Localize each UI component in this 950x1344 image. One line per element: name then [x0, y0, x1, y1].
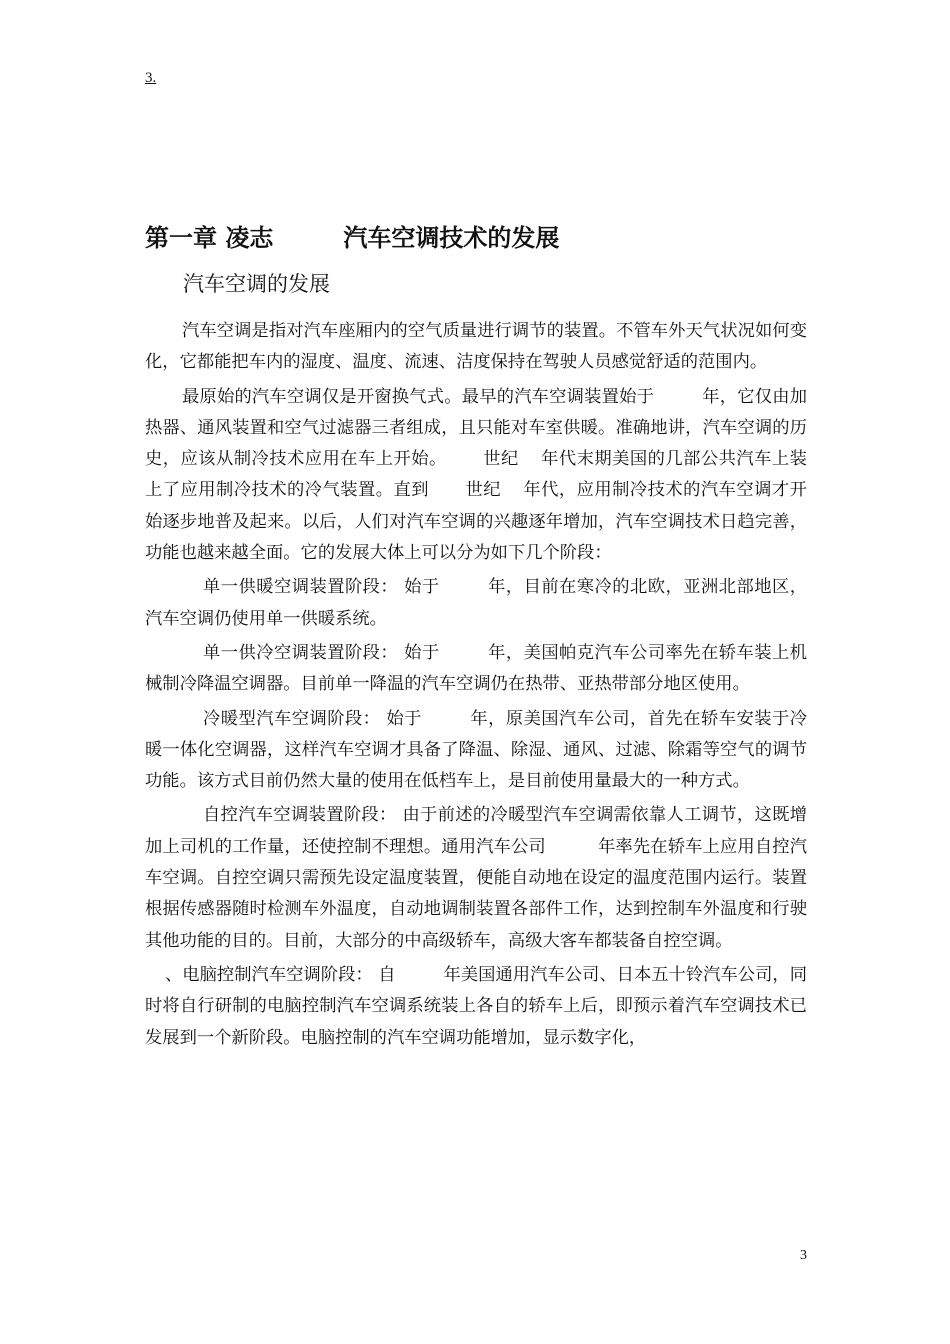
paragraph-stage-auto: 自控汽车空调装置阶段： 由于前述的冷暖型汽车空调需依靠人工调节，这既增加上司机的工作量，还使控制不理想。通用汽车公司 年率先在轿车上应用自控汽车空调。自控空调只需预先设定温度装置，便能自动地在设定的温度范围内运行。装置根据传感器随时检测车外温度，自动地调制装置各部件工作，达到控制车外温度和行驶其他功能的目的。目前，大部分的中高级轿车，高级大客车都装备自控空调。: [145, 805, 807, 951]
chapter-title: 汽车空调技术的发展: [343, 224, 560, 252]
paragraph-definition: 汽车空调是指对汽车座厢内的空气质量进行调节的装置。不管车外天气状况如何变化，它都能把车内的湿度、温度、流速、洁度保持在驾驶人员感觉舒适的范围内。: [145, 321, 807, 373]
chapter-label: 第一章 凌志: [145, 224, 274, 252]
paragraph-history: 最原始的汽车空调仅是开窗换气式。最早的汽车空调装置始于 年，它仅由加热器、通风装置和空气过滤器三者组成，且只能对车室供暖。准确地讲，汽车空调的历史，应该从制冷技术应用在车上开始。 世纪 年代末期美国的几部公共汽车上装上了应用制冷技术的冷气装置。直到 世纪 年代，应用制冷技术的汽车空调才开始逐步地普及起来。以后，人们对汽车空调的兴趣逐年增加，汽车空调技术日趋完善，功能也越来越全面。它的发展大体上可以分为如下几个阶段：: [145, 386, 807, 564]
page-number: 3: [800, 1248, 807, 1263]
section-title: 汽车空调的发展: [183, 272, 330, 296]
chapter-heading: [145, 218, 559, 253]
paragraph-stage-computer: 、电脑控制汽车空调阶段： 自 年美国通用汽车公司、日本五十铃汽车公司，同时将自行研制的电脑控制汽车空调系统装上各自的轿车上后，即预示着汽车空调技术已发展到一个新阶段。电脑控制的汽车空调功能增加，显示数字化，: [145, 964, 807, 1048]
top-page-marker: 3.: [145, 70, 157, 86]
paragraph-stage-combined: 冷暖型汽车空调阶段： 始于 年，原美国汽车公司，首先在轿车安装于冷暖一体化空调器，这样汽车空调才具备了降温、除湿、通风、过滤、除霜等空气的调节功能。该方式目前仍然大量的使用在低档车上，是目前使用量最大的一种方式。: [145, 708, 807, 792]
paragraph-stage-heating: 单一供暖空调装置阶段： 始于 年，目前在寒冷的北欧，亚洲北部地区，汽车空调仍使用单一供暖系统。: [145, 577, 807, 629]
body-text: [145, 316, 807, 1057]
paragraph-stage-cooling: 单一供冷空调装置阶段： 始于 年，美国帕克汽车公司率先在轿车装上机械制冷降温空调器。目前单一降温的汽车空调仍在热带、亚热带部分地区使用。: [145, 642, 807, 695]
